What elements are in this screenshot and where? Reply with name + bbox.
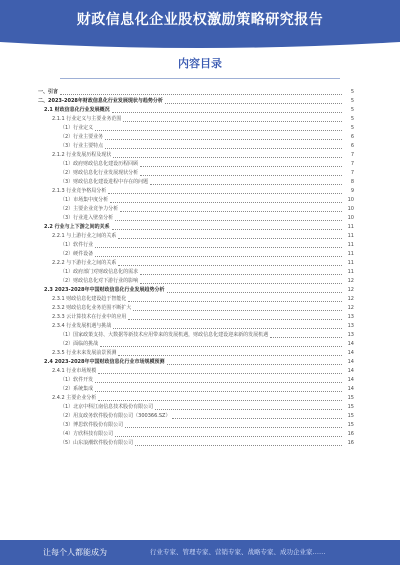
toc-entry-label: （2）财政信息化对下游行业的影响 (60, 278, 139, 284)
toc-entry-page: 12 (347, 278, 354, 284)
toc-entry-label: （5）山东浪潮软件股份有限公司 (60, 440, 134, 446)
toc-entry-page: 5 (350, 116, 354, 122)
toc-entry-label: （1）北京中科江南信息技术股份有限公司 (60, 404, 154, 410)
toc-entry-page: 11 (347, 233, 354, 239)
toc-entry[interactable] (38, 331, 354, 340)
toc-entry-page: 11 (347, 269, 354, 275)
toc-entry[interactable] (38, 115, 354, 124)
toc-entry-label: （3）行业主要特点 (60, 143, 104, 149)
toc-entry-label: 2.1.3 行业竞争格局分析 (52, 188, 107, 194)
toc-entry-label: 2.1.2 行业发展历程及现状 (52, 152, 112, 158)
toc-leader-dots (150, 180, 342, 185)
toc-entry-page: 11 (347, 260, 354, 266)
toc-entry-label: 2.2.1 与上游行业之间的关系 (52, 233, 117, 239)
toc-entry-page: 12 (347, 296, 354, 302)
toc-entry-page: 11 (347, 242, 354, 248)
toc-entry-label: （1）行业定义 (60, 125, 94, 131)
toc-entry-page: 14 (347, 341, 354, 347)
table-of-contents (38, 88, 354, 448)
toc-entry-label: 2.3.1 财政信息化建设趋于智能化 (52, 296, 127, 302)
toc-leader-dots (125, 423, 342, 428)
toc-entry-page: 14 (347, 350, 354, 356)
toc-entry-label: （3）财政信息化建设进程中存在的问题 (60, 179, 149, 185)
toc-entry[interactable] (38, 313, 354, 322)
toc-entry-label: 二、2023-2028年财政信息化行业发展现状与趋势分析 (38, 98, 163, 104)
toc-entry-label: 2.4.1 行业市场规模 (52, 368, 97, 374)
toc-leader-dots (140, 270, 342, 275)
footer-tagline: 行业专家、管理专家、营销专家、战略专家、成功企业家…… (150, 548, 326, 556)
toc-leader-dots (140, 162, 342, 167)
toc-leader-dots (165, 99, 342, 104)
toc-entry[interactable] (38, 358, 354, 367)
toc-entry[interactable] (38, 160, 354, 169)
toc-entry[interactable] (38, 178, 354, 187)
toc-entry[interactable] (38, 106, 354, 115)
toc-leader-dots (135, 441, 342, 446)
toc-leader-dots (110, 198, 342, 203)
toc-entry[interactable] (38, 340, 354, 349)
toc-entry-page: 13 (347, 332, 354, 338)
toc-heading: 内容目录 (178, 57, 222, 70)
toc-leader-dots (167, 288, 342, 293)
toc-entry-page: 15 (347, 404, 354, 410)
toc-entry[interactable] (38, 232, 354, 241)
toc-entry[interactable] (38, 250, 354, 259)
toc-entry-label: 2.3.2 财政信息化业务范围不断扩大 (52, 305, 132, 311)
toc-entry-label: 2.3.5 行业未来发展前景预测 (52, 350, 117, 356)
toc-entry-label: （2）用友政务软件股份有限公司（300366.SZ） (60, 413, 171, 419)
toc-entry-label: （3）行业进入壁垒分析 (60, 215, 114, 221)
toc-entry-label: 2.4 2023-2028年中国财政信息化行业市场规模预测 (44, 359, 165, 365)
toc-entry[interactable] (38, 241, 354, 250)
toc-entry-label: 2.3.4 行业发展机遇与挑战 (52, 323, 112, 329)
toc-leader-dots (128, 297, 342, 302)
toc-leader-dots (118, 351, 342, 356)
toc-entry[interactable] (38, 205, 354, 214)
toc-entry-page: 5 (350, 125, 354, 131)
toc-leader-dots (113, 153, 342, 158)
toc-leader-dots (172, 414, 342, 419)
toc-entry-page: 16 (347, 431, 354, 437)
toc-entry[interactable] (38, 394, 354, 403)
toc-leader-dots (95, 387, 342, 392)
toc-divider (60, 78, 340, 79)
toc-entry-page: 14 (347, 359, 354, 365)
toc-leader-dots (60, 90, 342, 95)
toc-entry-label: 2.3 2023-2028年中国财政信息化行业发展趋势分析 (44, 287, 165, 293)
toc-leader-dots (98, 396, 342, 401)
toc-leader-dots (128, 315, 342, 320)
toc-leader-dots (112, 108, 342, 113)
toc-entry-label: 2.4.2 主要企业分析 (52, 395, 97, 401)
toc-entry[interactable] (38, 439, 354, 448)
toc-entry-page: 6 (350, 143, 354, 149)
toc-entry[interactable] (38, 295, 354, 304)
toc-entry-page: 8 (350, 179, 354, 185)
toc-entry-page: 13 (347, 314, 354, 320)
toc-entry-label: （1）软件开发 (60, 377, 94, 383)
toc-entry-label: 一、引言 (38, 89, 59, 95)
toc-leader-dots (112, 225, 342, 230)
toc-entry-page: 14 (347, 368, 354, 374)
toc-entry[interactable] (38, 133, 354, 142)
toc-entry[interactable] (38, 196, 354, 205)
toc-leader-dots (98, 369, 342, 374)
toc-entry-label: （1）国家政策支持、大数据等新技术应用带来的发展机遇，财政信息化建设迎来新的发展机遇 (60, 332, 269, 338)
toc-entry-label: （1）政府部门对财政信息化的需求 (60, 269, 139, 275)
toc-entry[interactable] (38, 367, 354, 376)
toc-entry-page: 12 (347, 305, 354, 311)
toc-entry[interactable] (38, 376, 354, 385)
toc-leader-dots (133, 306, 342, 311)
toc-leader-dots (123, 117, 342, 122)
toc-entry[interactable] (38, 214, 354, 223)
toc-entry-label: （1）软件行业 (60, 242, 94, 248)
toc-leader-dots (105, 144, 342, 149)
footer-band (0, 540, 400, 565)
toc-entry[interactable] (38, 268, 354, 277)
toc-entry-label: 2.2 行业与上下游之间的关系 (44, 224, 110, 230)
toc-entry-page: 5 (350, 89, 354, 95)
toc-entry-page: 6 (350, 134, 354, 140)
toc-entry-page: 9 (350, 188, 354, 194)
toc-leader-dots (140, 171, 342, 176)
toc-entry-page: 14 (347, 386, 354, 392)
toc-entry-label: （2）主要企业竞争力分析 (60, 206, 119, 212)
toc-entry-label: （1）市场集中度分析 (60, 197, 109, 203)
toc-entry[interactable] (38, 403, 354, 412)
report-title: 财政信息化企业股权激励策略研究报告 (76, 12, 324, 28)
toc-leader-dots (95, 252, 342, 257)
toc-leader-dots (167, 360, 342, 365)
toc-entry-page: 15 (347, 422, 354, 428)
toc-leader-dots (95, 243, 342, 248)
toc-entry[interactable] (38, 322, 354, 331)
toc-entry-label: 2.1 财政信息化行业发展概况 (44, 107, 110, 113)
toc-leader-dots (115, 216, 342, 221)
toc-entry[interactable] (38, 385, 354, 394)
toc-entry[interactable] (38, 277, 354, 286)
toc-entry[interactable] (38, 412, 354, 421)
toc-entry[interactable] (38, 286, 354, 295)
toc-entry[interactable] (38, 97, 354, 106)
header-wave-decoration (0, 40, 400, 52)
toc-entry[interactable] (38, 142, 354, 151)
toc-leader-dots (140, 279, 342, 284)
toc-entry-label: （2）行业主要业务 (60, 134, 104, 140)
toc-entry-page: 10 (347, 197, 354, 203)
toc-leader-dots (95, 378, 342, 383)
toc-entry-page: 12 (347, 287, 354, 293)
toc-entry-label: （4）方欣科技有限公司 (60, 431, 114, 437)
toc-entry-page: 11 (347, 224, 354, 230)
toc-entry[interactable] (38, 259, 354, 268)
toc-entry-page: 5 (350, 98, 354, 104)
toc-leader-dots (95, 126, 342, 131)
toc-entry[interactable] (38, 187, 354, 196)
toc-leader-dots (108, 189, 342, 194)
toc-entry-label: （2）财政信息化行业发展现状分析 (60, 170, 139, 176)
toc-entry-page: 7 (350, 161, 354, 167)
toc-entry-page: 11 (347, 251, 354, 257)
toc-entry[interactable] (38, 124, 354, 133)
toc-leader-dots (270, 333, 342, 338)
toc-entry[interactable] (38, 349, 354, 358)
toc-entry-page: 13 (347, 323, 354, 329)
toc-entry[interactable] (38, 421, 354, 430)
toc-entry-label: 2.2.2 与下游行业之间的关系 (52, 260, 117, 266)
toc-leader-dots (100, 342, 342, 347)
toc-entry-label: 2.1.1 行业定义与主要业务范围 (52, 116, 122, 122)
toc-entry[interactable] (38, 223, 354, 232)
toc-entry-page: 15 (347, 395, 354, 401)
toc-entry-page: 5 (350, 107, 354, 113)
toc-entry-page: 10 (347, 206, 354, 212)
toc-entry[interactable] (38, 304, 354, 313)
toc-entry-label: 2.3.3 云计算技术在行业中的应用 (52, 314, 127, 320)
toc-entry[interactable] (38, 88, 354, 97)
footer-slogan: 让每个人都能成为 (43, 548, 107, 557)
toc-entry[interactable] (38, 430, 354, 439)
toc-entry-label: （3）博思软件股份有限公司 (60, 422, 124, 428)
toc-entry-page: 15 (347, 413, 354, 419)
toc-entry-page: 16 (347, 440, 354, 446)
toc-leader-dots (118, 234, 342, 239)
toc-leader-dots (155, 405, 342, 410)
toc-leader-dots (118, 261, 342, 266)
toc-leader-dots (113, 324, 342, 329)
toc-entry-page: 10 (347, 215, 354, 221)
toc-entry-page: 14 (347, 377, 354, 383)
toc-entry-label: （2）系统集成 (60, 386, 94, 392)
toc-entry-label: （1）政府财政信息化建设历程回顾 (60, 161, 139, 167)
toc-entry-page: 7 (350, 152, 354, 158)
toc-entry[interactable] (38, 169, 354, 178)
toc-leader-dots (105, 135, 342, 140)
header-band (0, 0, 400, 40)
toc-entry-label: （2）硬件设备 (60, 251, 94, 257)
toc-entry-page: 7 (350, 170, 354, 176)
toc-leader-dots (120, 207, 342, 212)
toc-entry-label: （2）面临的挑战 (60, 341, 99, 347)
toc-entry[interactable] (38, 151, 354, 160)
toc-leader-dots (115, 432, 342, 437)
